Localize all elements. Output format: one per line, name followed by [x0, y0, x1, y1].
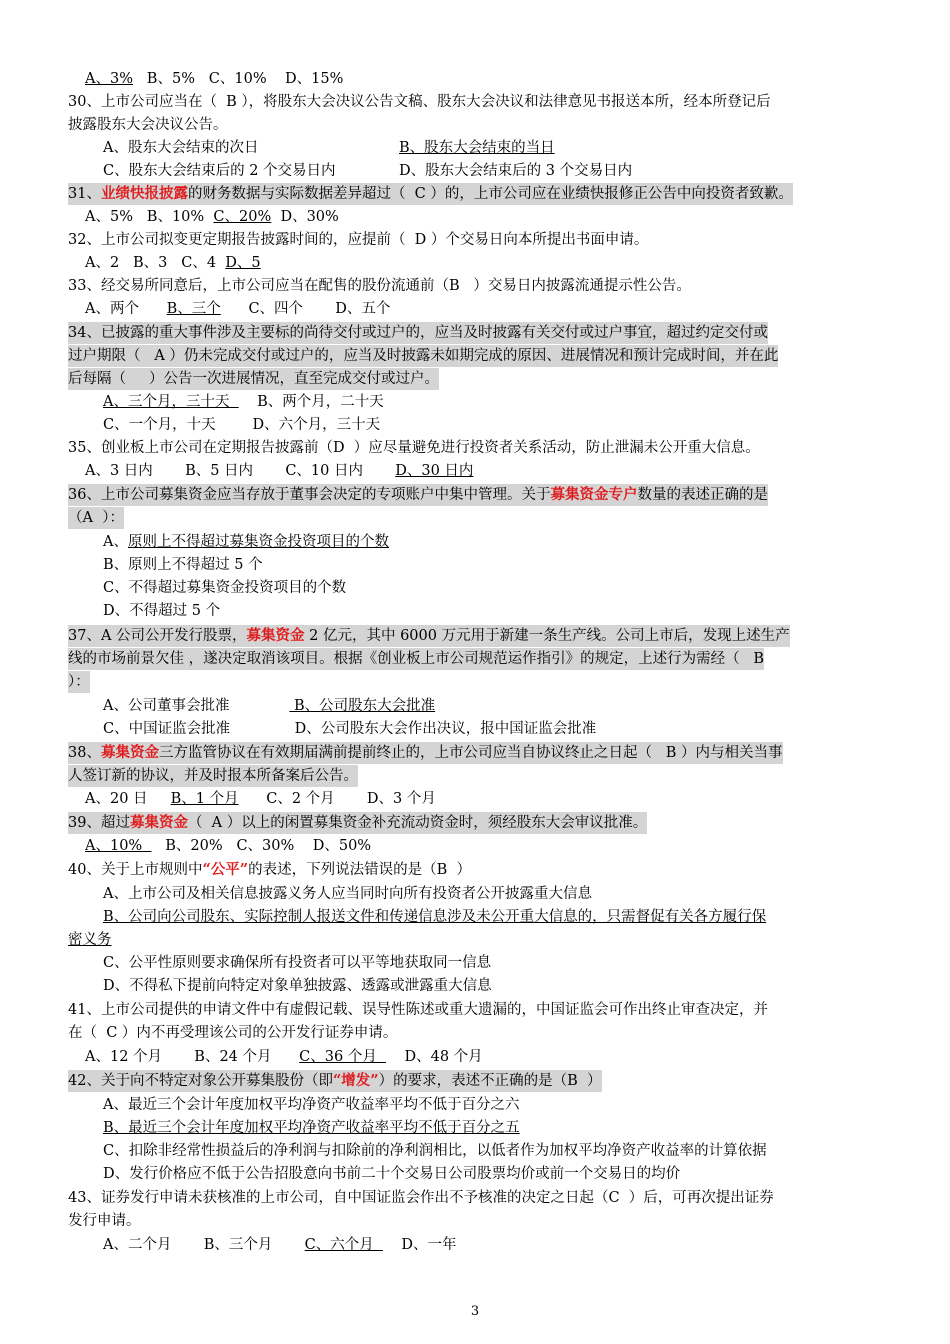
q36-option-b: B、原则上不得超过 5 个 [103, 557, 263, 573]
q41-options: A、12 个月 B、24 个月 C、36 个月 D、48 个月 [85, 1049, 483, 1065]
answer-option: D、5 [225, 255, 261, 271]
q43-question: 43、证券发行申请未获核准的上市公司，自中国证监会作出不予核准的决定之日起（C ）后，可再次提出证券 [68, 1190, 774, 1206]
answer-option: A、3% [85, 71, 133, 87]
q37-question-cont: 线的市场前景欠佳 ，遂决定取消该项目。根据《创业板上市公司规范运作指引》的规定，上述行为需经（ B [68, 648, 764, 670]
q32-options: A、2 B、3 C、4 D、5 [85, 255, 261, 271]
q30-options-ab: A、股东大会结束的次日 B、股东大会结束的当日 [103, 140, 555, 156]
highlight-term: “公平” [202, 861, 249, 878]
answer-option: B、股东大会结束的当日 [399, 140, 555, 156]
q42-option-c: C、扣除非经常性损益后的净利润与扣除前的净利润相比，以低者作为加权平均净资产收益率的计算依据 [103, 1143, 767, 1159]
q42-option-b: B、最近三个会计年度加权平均净资产收益率平均不低于百分之五 [103, 1120, 520, 1136]
q29-options: A、3% B、5% C、10% D、15% [85, 71, 344, 87]
q33-options: A、两个 B、三个 C、四个 D、五个 [85, 301, 391, 317]
q41-question: 41、上市公司提供的申请文件中有虚假记载、误导性陈述或重大遗漏的，中国证监会可作出终止审查决定，并 [68, 1002, 768, 1018]
highlight-term: “增发” [332, 1072, 379, 1089]
answer-option: C、20% [213, 209, 272, 225]
q42-option-d: D、发行价格应不低于公告招股意向书前二十个交易日公司股票均价或前一个交易日的均价 [103, 1166, 681, 1182]
q41-question-cont: 在（ C ）内不再受理该公司的公开发行证券申请。 [68, 1025, 398, 1041]
q34-question-cont2: 后每隔（ ）公告一次进展情况，直至完成交付或过户。 [68, 368, 439, 390]
answer-option: B、三个 [166, 301, 221, 317]
q36-option-d: D、不得超过 5 个 [103, 603, 221, 619]
q37-options-ab: A、公司董事会批准 B、公司股东大会批准 [103, 698, 436, 714]
q34-options-cd: C、一个月，十天 D、六个月，三十天 [103, 417, 381, 433]
q34-question: 34、已披露的重大事件涉及主要标的尚待交付或过户的，应当及时披露有关交付或过户事宜，超过约定交付或 [68, 322, 768, 344]
q40-question: 40、关于上市规则中“公平”的表述，下列说法错误的是（B ） [68, 861, 472, 878]
q30-question: 30、上市公司应当在（ B ），将股东大会决议公告文稿、股东大会决议和法律意见书报送本所，经本所登记后 [68, 94, 771, 110]
q36-question-cont: （A ）： [68, 507, 124, 529]
q36-option-c: C、不得超过募集资金投资项目的个数 [103, 580, 347, 596]
q39-question: 39、超过募集资金（ A ）以上的闲置募集资金补充流动资金时，须经股东大会审议批准。 [68, 812, 647, 834]
q42-option-a: A、最近三个会计年度加权平均净资产收益率平均不低于百分之六 [103, 1097, 520, 1113]
q40-option-b: B、公司向公司股东、实际控制人报送文件和传递信息涉及未公开重大信息的，只需督促有关各方履行保 [103, 909, 767, 925]
q35-question: 35、创业板上市公司在定期报告披露前（D ）应尽量避免进行投资者关系活动，防止泄漏未公开重大信息。 [68, 440, 760, 456]
q35-options: A、3 日内 B、5 日内 C、10 日内 D、30 日内 [85, 463, 474, 479]
q31-options: A、5% B、10% C、20% D、30% [85, 209, 339, 225]
q34-question-cont: 过户期限（ A ）仍未完成交付或过户的，应当及时披露未如期完成的原因、进展情况和预计完成时间，并在此 [68, 345, 778, 367]
highlight-term: 募集资金专户 [550, 486, 638, 503]
answer-option: C、36 个月 [299, 1049, 387, 1065]
q38-options: A、20 日 B、1 个月 C、2 个月 D、3 个月 [85, 791, 436, 807]
q34-options-ab: A、三个月，三十天 B、两个月，二十天 [103, 394, 384, 410]
q37-options-cd: C、中国证监会批准 D、公司股东大会作出决议，报中国证监会批准 [103, 721, 597, 737]
q36-question: 36、上市公司募集资金应当存放于董事会决定的专项账户中集中管理。关于募集资金专户数量的表述正确的是 [68, 484, 768, 506]
q30-question-cont: 披露股东大会决议公告。 [68, 117, 228, 133]
q31-question: 31、业绩快报披露的财务数据与实际数据差异超过（ C ）的，上市公司应在业绩快报修正公告中向投资者致歉。 [68, 183, 793, 205]
q37-question: 37、A 公司公开发行股票，募集资金 2 亿元，其中 6000 万元用于新建一条生产线。公司上市后，发现上述生产 [68, 625, 790, 647]
q38-question-cont: 人签订新的协议，并及时报本所备案后公告。 [68, 765, 358, 787]
q38-question: 38、募集资金三方监管协议在有效期届满前提前终止的，上市公司应当自协议终止之日起（ B ）内与相关当事 [68, 742, 783, 764]
q43-options: A、二个月 B、三个月 C、六个月 D、一年 [103, 1237, 457, 1253]
q33-question: 33、经交易所同意后，上市公司应当在配售的股份流通前（B ）交易日内披露流通提示性公告。 [68, 278, 691, 294]
q37-question-cont2: ）： [68, 671, 90, 693]
answer-option: B、1 个月 [170, 791, 239, 807]
answer-option: C、六个月 [304, 1237, 383, 1253]
answer-option: B、公司股东大会批准 [289, 698, 436, 714]
highlight-term: 募集资金 [100, 744, 159, 761]
q40-option-a: A、上市公司及相关信息披露义务人应当同时向所有投资者公开披露重大信息 [103, 886, 592, 902]
page-number: 3 [470, 1304, 480, 1319]
q40-option-d: D、不得私下提前向特定对象单独披露、透露或泄露重大信息 [103, 978, 492, 994]
q40-option-c: C、公平性原则要求确保所有投资者可以平等地获取同一信息 [103, 955, 492, 971]
answer-option: A、10% [85, 838, 152, 854]
highlight-term: 募集资金 [246, 627, 305, 644]
answer-option: 原则上不得超过募集资金投资项目的个数 [127, 534, 389, 550]
answer-option: D、30 日内 [395, 463, 474, 479]
q42-question: 42、关于向不特定对象公开募集股份（即“增发”）的要求，表述不正确的是（B ） [68, 1070, 602, 1092]
q39-options: A、10% B、20% C、30% D、50% [85, 838, 372, 854]
q36-option-a: A、原则上不得超过募集资金投资项目的个数 [103, 534, 389, 550]
q32-question: 32、上市公司拟变更定期报告披露时间的，应提前（ D ）个交易日向本所提出书面申请。 [68, 232, 649, 248]
highlight-term: 募集资金 [129, 814, 188, 831]
q30-options-cd: C、股东大会结束后的 2 个交易日内 D、股东大会结束后的 3 个交易日内 [103, 163, 633, 179]
q43-question-cont: 发行申请。 [68, 1213, 141, 1229]
q40-option-b-cont: 密义务 [68, 932, 112, 948]
highlight-term: 业绩快报披露 [100, 185, 188, 202]
answer-option: A、三个月，三十天 [103, 394, 239, 410]
